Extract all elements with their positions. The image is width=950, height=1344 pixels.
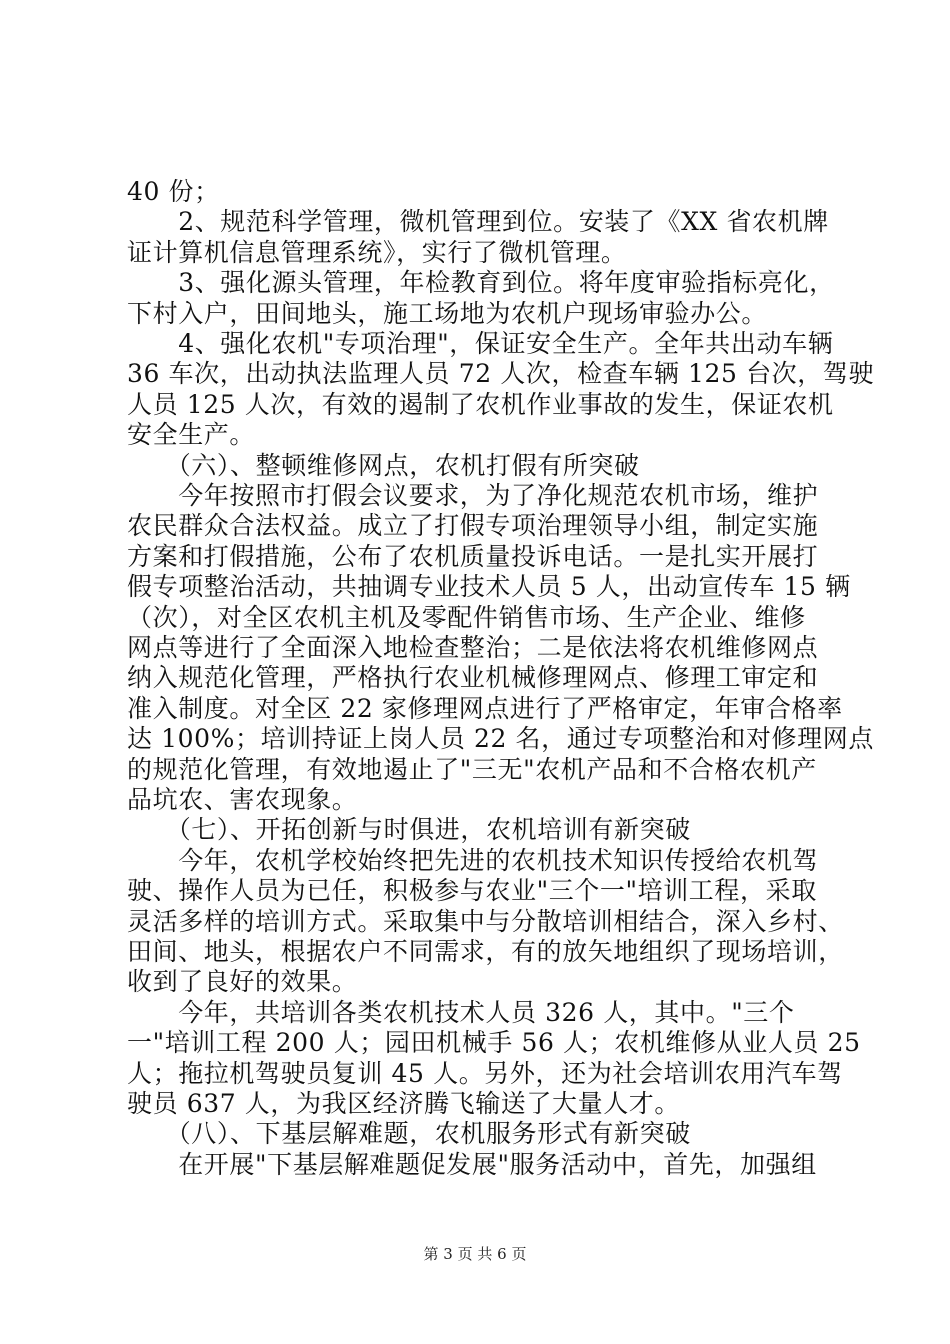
text-line: 安全生产。: [127, 420, 256, 450]
text-line: 3、强化源头管理，年检教育到位。将年度审验指标亮化，: [127, 268, 835, 298]
text-line: 准入制度。对全区 22 家修理网点进行了严格审定，年审合格率: [127, 693, 843, 723]
text-line: 一"培训工程 200 人；园田机械手 56 人；农机维修从业人员 25: [127, 1028, 861, 1058]
text-line: 驶、操作人员为已任，积极参与农业"三个一"培训工程，采取: [127, 876, 817, 906]
text-line: 人；拖拉机驾驶员复训 45 人。另外，还为社会培训农用汽车驾: [127, 1058, 843, 1088]
text-line: 品坑农、害农现象。: [127, 785, 358, 814]
text-line: 在开展"下基层解难题促发展"服务活动中，首先，加强组: [127, 1149, 817, 1179]
text-line: 达 100%；培训持证上岗人员 22 名，通过专项整治和对修理网点: [127, 724, 874, 754]
text-line: 今年按照市打假会议要求，为了净化规范农机市场，维护: [127, 481, 819, 510]
text-line: 田间、地头，根据农户不同需求，有的放矢地组织了现场培训，: [127, 937, 844, 966]
text-line: 收到了良好的效果。: [127, 967, 358, 997]
text-line: 网点等进行了全面深入地检查整治；二是依法将农机维修网点: [127, 633, 819, 662]
text-line: 今年，农机学校始终把先进的农机技术知识传授给农机驾: [127, 845, 819, 875]
text-line: 驶员 637 人，为我区经济腾飞输送了大量人才。: [127, 1089, 681, 1118]
text-line: 40 份；: [127, 177, 220, 206]
text-line: 假专项整治活动，共抽调专业技术人员 5 人，出动宣传车 15 辆: [127, 572, 851, 602]
text-line: （八）、下基层解难题，农机服务形式有新突破: [127, 1119, 691, 1149]
text-line: 今年，共培训各类农机技术人员 326 人，其中。"三个: [127, 997, 795, 1027]
text-line: （次），对全区农机主机及零配件销售市场、生产企业、维修: [127, 602, 806, 632]
text-line: 农民群众合法权益。成立了打假专项治理领导小组，制定实施: [127, 511, 819, 541]
text-line: 灵活多样的培训方式。采取集中与分散培训相结合，深入乡村、: [127, 906, 844, 936]
text-line: 证计算机信息管理系统》，实行了微机管理。: [127, 237, 627, 267]
text-line: 的规范化管理，有效地遏止了"三无"农机产品和不合格农机产: [127, 754, 817, 784]
text-line: 人员 125 人次，有效的遏制了农机作业事故的发生，保证农机: [127, 389, 834, 419]
page-footer: 第 3 页 共 6 页: [423, 1245, 527, 1263]
text-line: 下村入户，田间地头，施工场地为农机户现场审验办公。: [127, 298, 768, 328]
text-line: （七）、开拓创新与时俱进，农机培训有新突破: [127, 815, 691, 845]
text-line: （六）、整顿维修网点，农机打假有所突破: [127, 450, 640, 480]
text-line: 方案和打假措施，公布了农机质量投诉电话。一是扎实开展打: [127, 541, 819, 571]
text-line: 4、强化农机"专项治理"，保证安全生产。全年共出动车辆: [127, 329, 834, 358]
text-line: 2、规范科学管理，微机管理到位。安装了《XX 省农机牌: [127, 207, 829, 237]
text-line: 36 车次，出动执法监理人员 72 人次，检查车辆 125 台次，驾驶: [127, 359, 875, 389]
text-line: 纳入规范化管理，严格执行农业机械修理网点、修理工审定和: [127, 663, 819, 693]
